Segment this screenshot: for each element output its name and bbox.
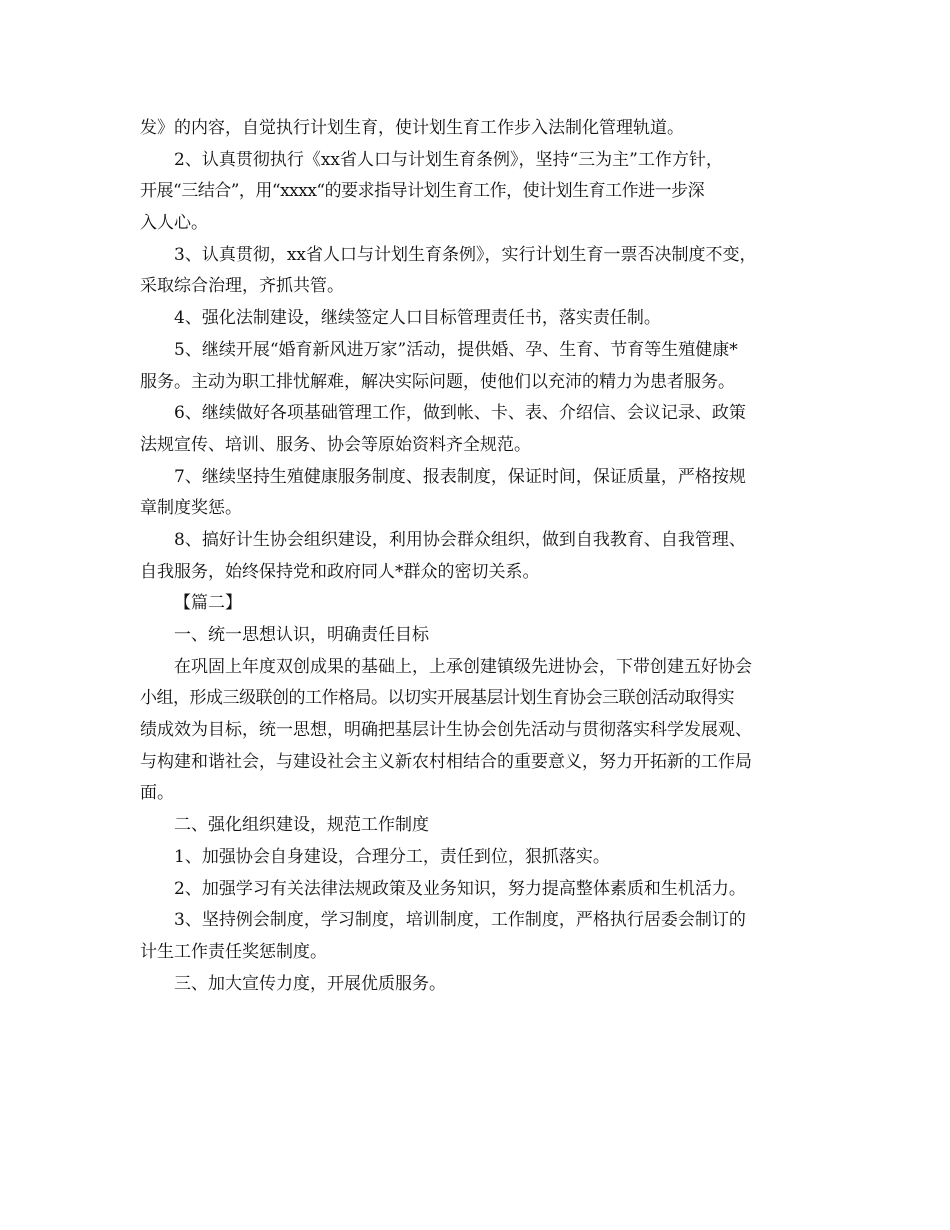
subsection-heading: 一、统一思想认识，明确责任目标 [174, 625, 429, 645]
text-line: 7、继续坚持生殖健康服务制度、报表制度，保证时间，保证质量，严格按规 [174, 466, 746, 487]
text-line: 小组，形成三级联创的工作格局。以切实开展基层计划生育协会三联创活动取得实 [140, 688, 734, 709]
subsection-heading: 三、加大宣传力度，开展优质服务。 [174, 973, 446, 994]
text-line: 2、认真贯彻执行《xx省人口与计划生育条例》，坚持“三为主”工作方针， [174, 149, 723, 170]
text-line: 与构建和谐社会，与建设社会主义新农村相结合的重要意义，努力开拓新的工作局 [140, 751, 752, 772]
text-line: 服务。主动为职工排忧解难，解决实际问题，使他们以充沛的精力为患者服务。 [140, 371, 735, 392]
text-line: 6、继续做好各项基础管理工作，做到帐、卡、表、介绍信、会议记录、政策 [174, 403, 746, 424]
section-heading: 【篇二】 [174, 593, 242, 614]
text-line: 法规宣传、培训、服务、协会等原始资料齐全规范。 [140, 434, 531, 455]
document-page [140, 113, 820, 1000]
text-line: 自我服务，始终保持党和政府同人*群众的密切关系。 [140, 561, 540, 582]
text-line: 入人心。 [140, 213, 208, 234]
text-line: 面。 [140, 783, 174, 804]
text-line: 采取综合治理，齐抓共管。 [140, 276, 344, 297]
text-line: 绩成效为目标，统一思想，明确把基层计生协会创先活动与贯彻落实科学发展观、 [140, 720, 752, 741]
text-line: 8、搞好计生协会组织建设，利用协会群众组织，做到自我教育、自我管理、 [174, 529, 746, 550]
text-line: 2、加强学习有关法律法规政策及业务知识，努力提高整体素质和生机活力。 [174, 878, 746, 899]
text-line: 4、强化法制建设，继续签定人口目标管理责任书，落实责任制。 [174, 308, 661, 329]
text-line: 计生工作责任奖惩制度。 [140, 941, 327, 962]
text-line: 1、加强协会自身建设，合理分工，责任到位，狠抓落实。 [174, 846, 610, 867]
text-line: 发》的内容，自觉执行计划生育，使计划生育工作步入法制化管理轨道。 [140, 118, 684, 138]
text-line: 3、坚持例会制度，学习制度，培训制度，工作制度，严格执行居委会制订的 [174, 910, 746, 931]
text-line: 5、继续开展“婚育新风进万家”活动，提供婚、孕、生育、节育等生殖健康* [174, 339, 738, 360]
text-line: 开展“三结合”，用“xxxx“的要求指导计划生育工作，使计划生育工作进一步深 [140, 181, 705, 202]
text-line: 3、认真贯彻，xx省人口与计划生育条例》，实行计划生育一票否决制度不变， [174, 244, 757, 265]
subsection-heading: 二、强化组织建设，规范工作制度 [174, 815, 429, 836]
text-line: 章制度奖惩。 [140, 498, 242, 519]
text-line: 在巩固上年度双创成果的基础上，上承创建镇级先进协会，下带创建五好协会 [174, 656, 752, 677]
